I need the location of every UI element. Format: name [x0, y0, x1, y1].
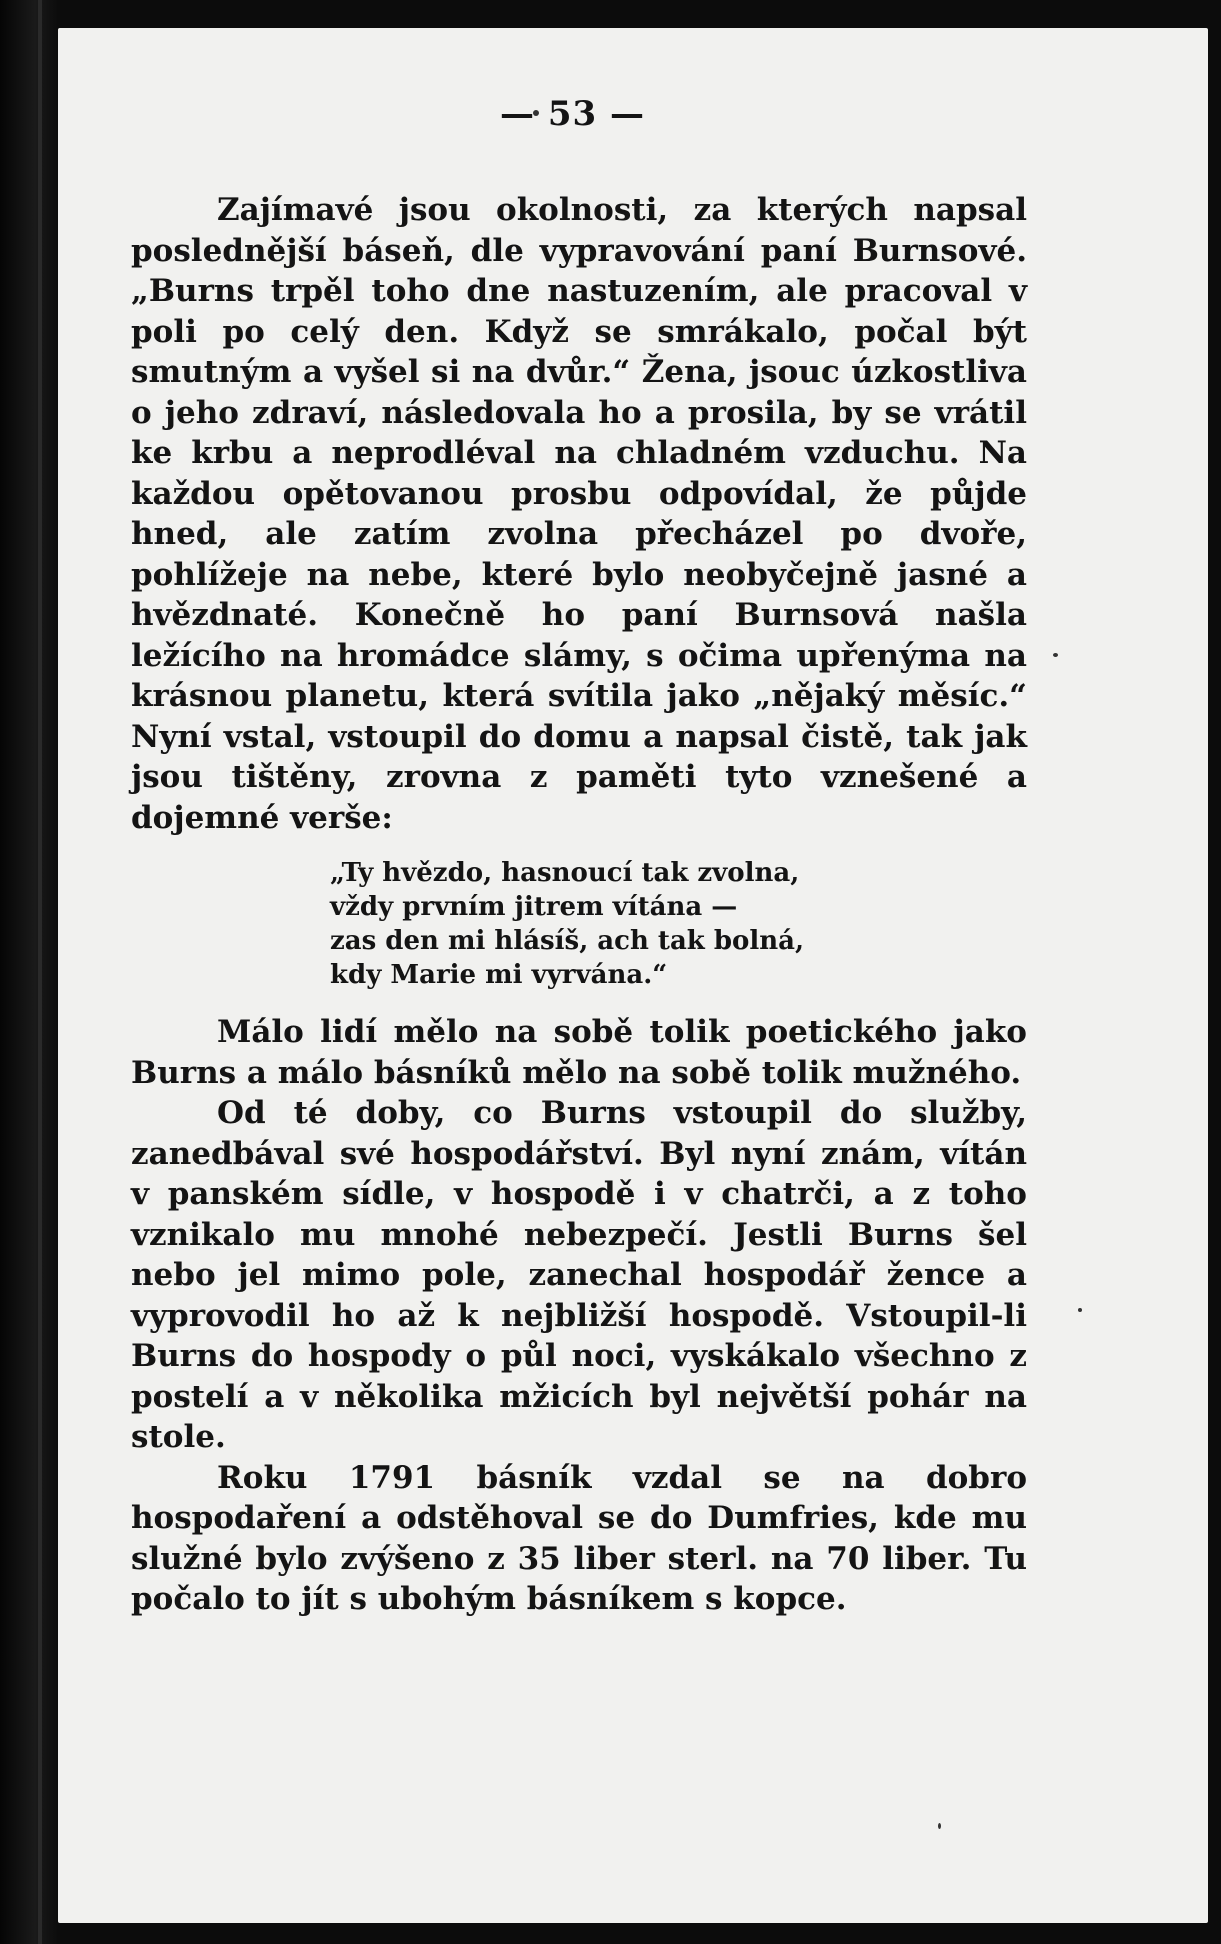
page-number: — 53 —	[500, 94, 645, 134]
verse-line: „Ty hvězdo, hasnoucí tak zvolna,	[330, 858, 800, 888]
ink-speck	[1078, 1308, 1082, 1312]
paragraph-1: Zajímavé jsou okolnosti, za kterých napsal poslednější báseň, dle vypravování paní Burnsové. „Burns trpěl toho dne nastuzením, ale pracoval v poli po celý den. Když se smrákalo, počal být smutným a vyšel si na dvůr.“ Žena, jsouc úzkostliva o jeho zdraví, následovala ho a prosila, by se vrátil ke krbu a neprodléval na chladném vzduchu. Na každou opětovanou prosbu odpovídal, že půjde hned, ale zatím zvolna přecházel po dvoře, pohlížeje na nebe, které bylo neobyčejně jasné a hvězdnaté. Konečně ho paní Burnsová našla ležícího na hromádce slámy, s očima upřenýma na krásnou planetu, která svítila jako „nějaký měsíc.“ Nyní vstal, vstoupil do domu a napsal čistě, tak jak jsou tištěny, zrovna z paměti tyto vznešené a dojemné verše:	[131, 192, 1027, 836]
book-spine	[0, 0, 58, 1944]
paragraph-2: Málo lidí mělo na sobě tolik poetického jako Burns a málo básníků mělo na sobě tolik mužného.	[131, 1014, 1027, 1091]
spine-edge	[38, 0, 42, 1944]
verse-line: vždy prvním jitrem vítána —	[330, 892, 738, 922]
paragraph-4: Roku 1791 básník vzdal se na dobro hospodaření a odstěhoval se do Dumfries, kde mu služné bylo zvýšeno z 35 liber sterl. na 70 liber. Tu počalo to jít s ubohým básníkem s kopce.	[131, 1459, 1027, 1617]
ink-speck	[938, 1823, 941, 1829]
verse-line: zas den mi hlásíš, ach tak bolná,	[330, 926, 805, 956]
verse-quote	[330, 856, 1027, 992]
verse-line: kdy Marie mi vyrvána.“	[330, 960, 668, 990]
ink-speck	[1053, 653, 1058, 657]
body-text	[131, 190, 1027, 1620]
paragraph-3: Od té doby, co Burns vstoupil do služby, zanedbával své hospodářství. Byl nyní znám, vítán v panském sídle, v hospodě i v chatrči, a z toho vznikalo mu mnohé nebezpečí. Jestli Burns šel nebo jel mimo pole, zanechal hospodář žence a vyprovodil ho až k nejbližší hospodě. Vstoupil-li Burns do hospody o půl noci, vyskákalo všechno z postelí a v několika mžicích byl největší pohár na stole.	[131, 1095, 1027, 1455]
